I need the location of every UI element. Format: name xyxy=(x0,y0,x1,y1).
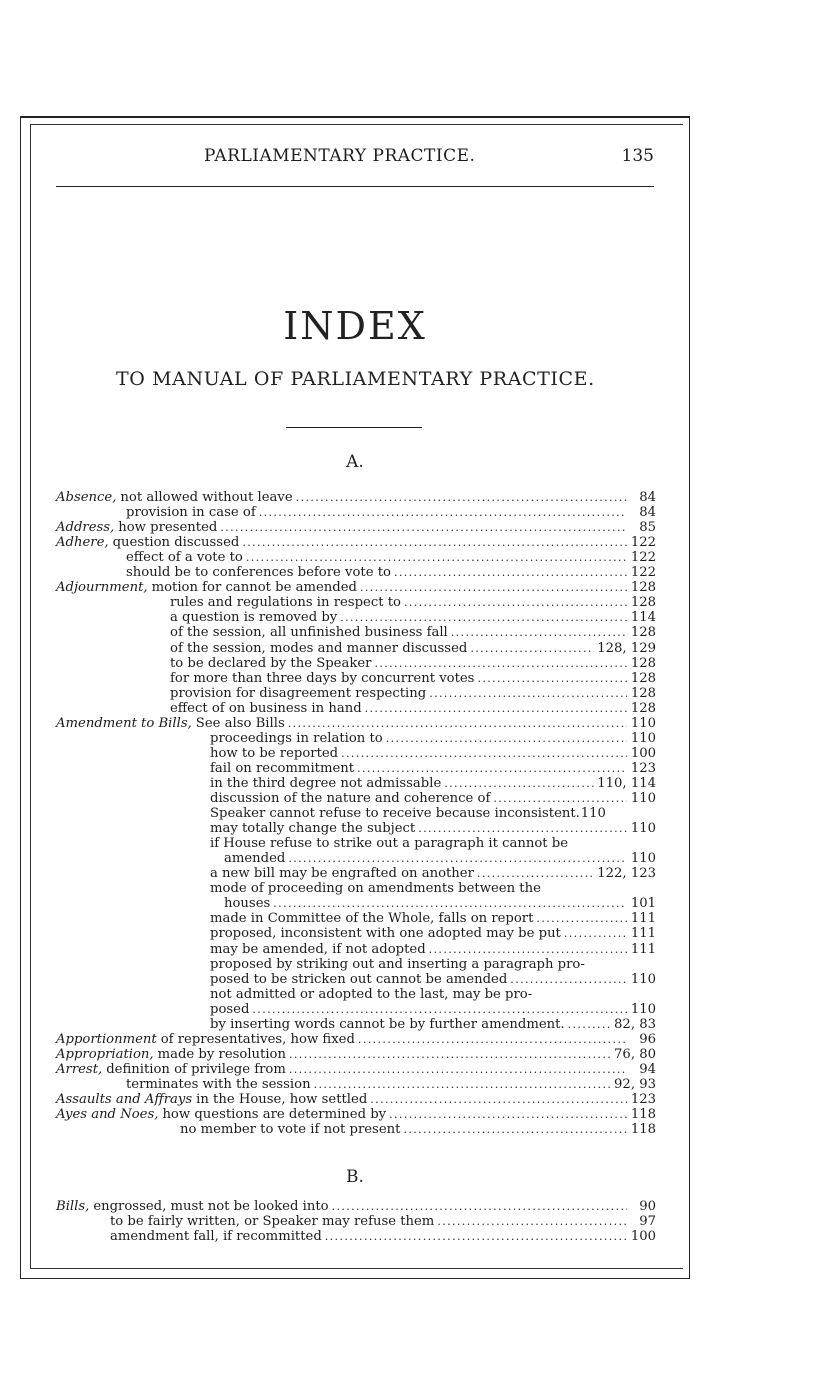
entry-text: effect of on business in hand xyxy=(170,700,362,716)
dot-leader xyxy=(403,1122,627,1137)
entry-page: 122 xyxy=(630,565,656,581)
index-entry xyxy=(170,686,656,701)
dot-leader xyxy=(288,851,627,866)
dot-leader xyxy=(360,580,627,595)
entry-page: 94 xyxy=(639,1061,656,1077)
entry-page: 111 xyxy=(630,941,656,957)
entry-text: proposed by striking out and inserting a paragraph pro- xyxy=(210,956,585,972)
index-entry xyxy=(56,580,656,595)
index-entry xyxy=(110,1214,656,1229)
entry-text: of the session, all unfinished business fall xyxy=(170,625,448,641)
entry-page: 97 xyxy=(639,1214,656,1229)
dot-leader xyxy=(220,520,627,535)
entry-text: if House refuse to strike out a paragraph it cannot be xyxy=(210,836,569,852)
dot-leader xyxy=(386,731,627,746)
entry-page: 110, 114 xyxy=(597,775,656,791)
index-entry xyxy=(210,821,656,836)
dot-leader xyxy=(296,490,627,505)
entry-page: 110 xyxy=(630,791,656,806)
entry-page: 110 xyxy=(630,851,656,867)
entry-text: for more than three days by concurrent votes xyxy=(170,670,475,686)
running-title: PARLIAMENTARY PRACTICE. xyxy=(204,146,476,166)
entry-page: 110 xyxy=(630,715,656,731)
index-entry xyxy=(210,836,656,851)
entry-text: in the third degree not admissable xyxy=(210,775,442,791)
header-rule xyxy=(56,186,654,187)
entry-text: may be amended, if not adopted xyxy=(210,941,426,957)
index-entry xyxy=(210,866,656,881)
dot-leader xyxy=(564,926,627,941)
entry-text: may totally change the subject xyxy=(210,821,416,837)
dot-leader xyxy=(510,972,627,987)
entry-text: discussion of the nature and coherence of xyxy=(210,791,491,806)
entry-text: proposed, inconsistent with one adopted may be put xyxy=(210,926,561,942)
entry-keyword: Apportionment xyxy=(56,1031,157,1047)
entry-text: posed xyxy=(210,1001,250,1017)
entry-page: 128 xyxy=(630,625,656,641)
index-entry xyxy=(126,505,656,520)
dot-leader xyxy=(252,1002,627,1017)
dot-leader xyxy=(341,746,627,761)
dot-leader xyxy=(340,610,627,625)
entry-page: 128 xyxy=(630,580,656,596)
entry-page: 128 xyxy=(630,700,656,716)
dot-leader xyxy=(418,821,627,836)
entry-text: in the House, how settled xyxy=(196,1092,368,1107)
entry-page: 101 xyxy=(630,896,656,912)
entry-keyword: Ayes and Noes, xyxy=(56,1107,159,1123)
entry-page: 110 xyxy=(630,821,656,837)
entry-keyword: Appropriation, xyxy=(56,1046,154,1062)
entry-page: 128 xyxy=(630,595,656,611)
entry-page: 84 xyxy=(639,490,656,505)
dot-leader xyxy=(389,1107,627,1122)
index-entry xyxy=(56,1199,656,1214)
entry-text: made by resolution xyxy=(157,1046,286,1062)
index-entry xyxy=(210,972,656,987)
entry-keyword: Absence, xyxy=(56,490,117,505)
index-entry xyxy=(170,595,656,610)
entry-text: effect of a vote to xyxy=(126,550,243,566)
dot-leader xyxy=(374,656,627,671)
dot-leader xyxy=(259,505,627,520)
dot-leader xyxy=(536,911,627,926)
section-letter: B. xyxy=(346,1167,364,1187)
entry-page: 118 xyxy=(630,1122,656,1138)
entry-keyword: Adhere, xyxy=(56,535,109,551)
index-entry xyxy=(56,1047,656,1062)
index-entry xyxy=(210,942,656,957)
entry-keyword: Adjournment, xyxy=(56,580,148,596)
entry-text: should be to conferences before vote to xyxy=(126,565,391,581)
index-entry xyxy=(210,746,656,761)
entry-text: how presented xyxy=(118,520,218,536)
index-entry xyxy=(56,490,656,505)
dot-leader xyxy=(429,686,627,701)
entry-page: 110 xyxy=(630,730,656,746)
entry-page: 122 xyxy=(630,550,656,566)
dot-leader xyxy=(242,535,627,550)
index-entry xyxy=(56,1062,656,1077)
entry-page: 96 xyxy=(639,1031,656,1047)
dot-leader xyxy=(314,1077,611,1092)
section-letter: A. xyxy=(346,452,364,472)
entry-text: definition of privilege from xyxy=(106,1061,286,1077)
index-entry xyxy=(210,761,656,776)
entry-keyword: Assaults and Affrays xyxy=(56,1092,193,1107)
index-title: INDEX xyxy=(283,304,427,348)
dot-leader xyxy=(477,671,627,686)
entry-text: posed to be stricken out cannot be amended xyxy=(210,971,508,987)
entry-text: not admitted or adopted to the last, may be pro- xyxy=(210,986,533,1002)
dot-leader xyxy=(470,641,594,656)
entry-page: 110 xyxy=(630,1001,656,1017)
index-entry xyxy=(170,641,656,656)
dot-leader xyxy=(289,1062,627,1077)
dot-leader xyxy=(404,595,627,610)
dot-leader xyxy=(370,1092,627,1107)
entry-page: 110 xyxy=(580,806,606,822)
index-entry xyxy=(170,656,656,671)
dot-leader xyxy=(429,942,627,957)
entry-text: fail on recommitment xyxy=(210,760,355,776)
entry-text: by inserting words cannot be by further amendment. xyxy=(210,1016,565,1032)
index-entry xyxy=(210,957,656,972)
entry-page: 111 xyxy=(630,926,656,942)
index-entry xyxy=(210,987,656,1002)
index-entry xyxy=(170,610,656,625)
index-entry xyxy=(56,520,656,535)
dot-leader xyxy=(444,776,594,791)
dot-leader xyxy=(273,896,627,911)
entry-page: 84 xyxy=(639,505,656,521)
dot-leader xyxy=(365,701,627,716)
dot-leader xyxy=(437,1214,627,1229)
entry-keyword: Amendment to Bills, xyxy=(56,715,192,731)
dot-leader xyxy=(568,1017,611,1032)
entry-text: how to be reported xyxy=(210,745,339,761)
dot-leader xyxy=(451,625,627,640)
entry-text: rules and regulations in respect to xyxy=(170,595,401,611)
entry-page: 123 xyxy=(630,760,656,776)
entry-page: 128, 129 xyxy=(597,640,656,656)
index-entry xyxy=(180,1122,656,1137)
dot-leader xyxy=(493,791,627,806)
entry-page: 128 xyxy=(630,685,656,701)
entry-page: 76, 80 xyxy=(614,1046,656,1062)
entry-text: to be fairly written, or Speaker may refuse them xyxy=(110,1214,435,1229)
dot-leader xyxy=(394,565,627,580)
entry-page: 123 xyxy=(630,1092,656,1107)
index-entry xyxy=(210,926,656,941)
entry-page: 110 xyxy=(630,971,656,987)
entry-keyword: Bills, xyxy=(56,1199,90,1214)
dot-leader xyxy=(246,550,627,565)
entry-page: 90 xyxy=(639,1199,656,1214)
entry-page: 118 xyxy=(630,1107,656,1123)
entry-text: made in Committee of the Whole, falls on report xyxy=(210,911,534,927)
entry-text: of representatives, how fixed xyxy=(160,1031,355,1047)
entry-text: amended xyxy=(224,851,286,867)
dot-leader xyxy=(288,716,627,731)
entry-page: 128 xyxy=(630,670,656,686)
index-entry xyxy=(56,716,656,731)
index-entry xyxy=(126,1077,656,1092)
entry-text: a new bill may be engrafted on another xyxy=(210,866,474,882)
entry-page: 100 xyxy=(630,745,656,761)
index-entry xyxy=(56,535,656,550)
entry-text: motion for cannot be amended xyxy=(151,580,357,596)
entry-text: how questions are determined by xyxy=(162,1107,387,1123)
entry-text: question discussed xyxy=(112,535,240,551)
entry-keyword: Address, xyxy=(56,520,115,536)
index-entry xyxy=(126,565,656,580)
index-subtitle: TO MANUAL OF PARLIAMENTARY PRACTICE. xyxy=(116,368,595,390)
index-entry xyxy=(126,550,656,565)
index-entry xyxy=(210,791,656,806)
index-entry xyxy=(56,1032,656,1047)
dot-leader xyxy=(357,761,627,776)
entry-text: engrossed, must not be looked into xyxy=(93,1199,329,1214)
index-entry xyxy=(210,776,656,791)
index-entry xyxy=(210,731,656,746)
index-entry xyxy=(224,896,656,911)
entry-page: 82, 83 xyxy=(614,1016,656,1032)
dot-leader xyxy=(289,1047,611,1062)
index-entry xyxy=(170,625,656,640)
entry-page: 122 xyxy=(630,535,656,551)
index-entry xyxy=(56,1107,656,1122)
entry-text: See also Bills xyxy=(195,715,285,731)
entry-page: 114 xyxy=(630,610,656,626)
entry-text: terminates with the session xyxy=(126,1076,311,1092)
entry-text: not allowed without leave xyxy=(120,490,293,505)
index-entry xyxy=(110,1229,656,1244)
index-entry xyxy=(170,671,656,686)
page-number: 135 xyxy=(621,146,654,166)
index-entry xyxy=(170,701,656,716)
entry-text: provision for disagreement respecting xyxy=(170,685,427,701)
entry-page: 85 xyxy=(639,520,656,536)
index-entry xyxy=(210,1017,656,1032)
entry-text: to be declared by the Speaker xyxy=(170,655,372,671)
entry-page: 92, 93 xyxy=(614,1076,656,1092)
index-entry xyxy=(210,911,656,926)
entry-text: amendment fall, if recommitted xyxy=(110,1229,322,1244)
index-entry xyxy=(210,806,656,821)
entry-text: of the session, modes and manner discussed xyxy=(170,640,468,656)
entry-text: a question is removed by xyxy=(170,610,338,626)
entry-text: no member to vote if not present xyxy=(180,1122,401,1138)
entry-text: Speaker cannot refuse to receive because inconsistent. xyxy=(210,806,580,822)
entry-text: proceedings in relation to xyxy=(210,730,383,746)
entry-page: 122, 123 xyxy=(597,866,656,882)
title-rule xyxy=(286,427,422,428)
running-header xyxy=(56,146,654,172)
dot-leader xyxy=(358,1032,627,1047)
index-entry xyxy=(224,851,656,866)
index-entry xyxy=(210,881,656,896)
entry-text: mode of proceeding on amendments between the xyxy=(210,881,541,897)
dot-leader xyxy=(332,1199,627,1214)
entry-page: 128 xyxy=(630,655,656,671)
dot-leader xyxy=(325,1229,627,1244)
dot-leader xyxy=(477,866,594,881)
entry-page: 100 xyxy=(630,1229,656,1244)
index-entry xyxy=(56,1092,656,1107)
entry-keyword: Arrest, xyxy=(56,1061,103,1077)
entry-text: houses xyxy=(224,896,271,912)
index-entry xyxy=(210,1002,656,1017)
entry-page: 111 xyxy=(630,911,656,927)
entry-text: provision in case of xyxy=(126,505,256,521)
